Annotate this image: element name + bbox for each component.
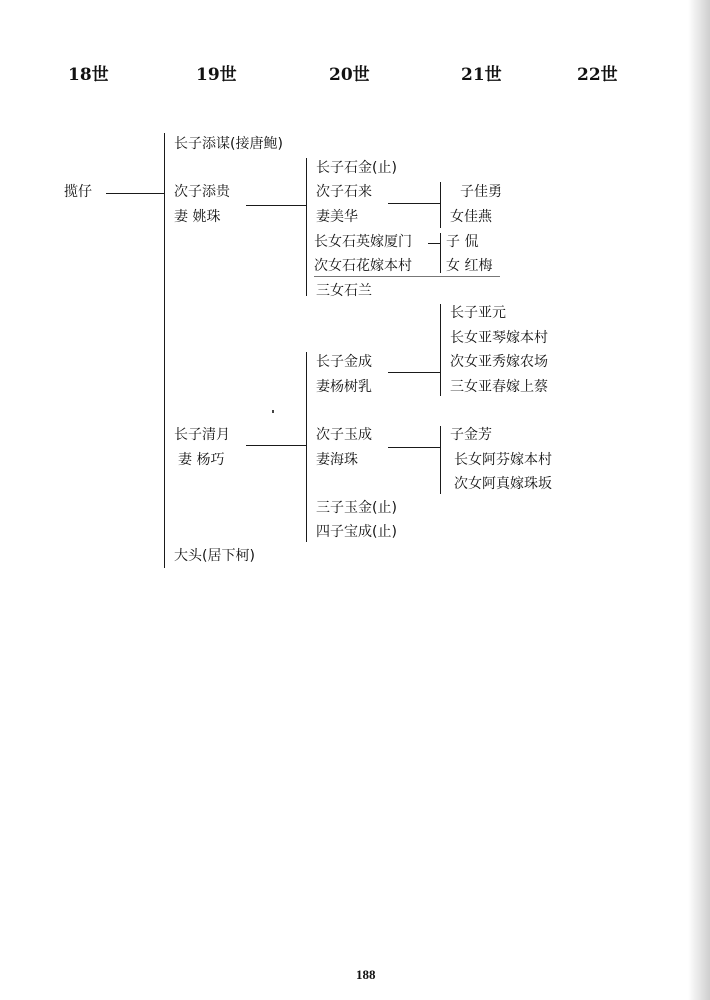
gen21-entry: 长女亚琴嫁本村 bbox=[450, 330, 548, 346]
gen19-bracket bbox=[164, 133, 165, 568]
gen19-entry: 大头(居下柯) bbox=[174, 548, 255, 564]
gen21-bracket bbox=[440, 233, 441, 273]
connector-line bbox=[246, 205, 306, 206]
gen21-bracket bbox=[440, 426, 441, 494]
gen19-entry: 长子添谋(接唐鲍) bbox=[174, 136, 283, 152]
gen21-entry: 女佳燕 bbox=[450, 209, 492, 225]
gen20-bracket bbox=[306, 158, 307, 296]
gen20-entry: 三子玉金(止) bbox=[316, 500, 397, 516]
gen21-entry: 长子亚元 bbox=[450, 305, 506, 321]
connector-line bbox=[106, 193, 164, 194]
connector-line bbox=[246, 445, 306, 446]
gen20-entry: 次子玉成 bbox=[316, 427, 372, 443]
gen20-entry: 妻杨树乳 bbox=[316, 379, 372, 395]
scan-edge-shadow bbox=[688, 0, 710, 1000]
connector-line bbox=[388, 372, 440, 373]
generation-header-18: 18世 bbox=[68, 65, 109, 85]
scan-speck bbox=[272, 410, 274, 413]
connector-line bbox=[388, 203, 440, 204]
gen20-entry: 长子金成 bbox=[316, 354, 372, 370]
gen20-bracket bbox=[306, 352, 307, 542]
gen20-entry: 次女石花嫁本村 bbox=[314, 258, 412, 274]
gen21-entry: 次女阿真嫁珠坂 bbox=[454, 476, 552, 492]
divider-line bbox=[314, 276, 500, 277]
gen20-entry: 次子石来 bbox=[316, 184, 372, 200]
generation-header-20: 20世 bbox=[329, 65, 370, 85]
gen21-entry: 子佳勇 bbox=[460, 184, 502, 200]
gen21-bracket bbox=[440, 304, 441, 396]
gen20-entry: 三女石兰 bbox=[316, 283, 372, 299]
gen20-entry: 四子宝成(止) bbox=[316, 524, 397, 540]
gen20-entry: 长女石英嫁厦门 bbox=[314, 234, 412, 250]
gen21-entry: 长女阿芬嫁本村 bbox=[454, 452, 552, 468]
gen19-entry: 妻 姚珠 bbox=[174, 209, 221, 225]
connector-line bbox=[388, 447, 440, 448]
gen20-entry: 妻美华 bbox=[316, 209, 358, 225]
gen19-entry: 长子清月 bbox=[174, 427, 230, 443]
gen21-entry: 子金芳 bbox=[450, 427, 492, 443]
generation-header-19: 19世 bbox=[196, 65, 237, 85]
ancestor-name: 揽仔 bbox=[64, 184, 92, 200]
gen21-entry: 女 红梅 bbox=[446, 258, 493, 274]
page-number: 188 bbox=[356, 967, 376, 982]
connector-line bbox=[428, 243, 440, 244]
gen20-entry: 妻海珠 bbox=[316, 452, 358, 468]
gen21-entry: 三女亚春嫁上蔡 bbox=[450, 379, 548, 395]
gen19-entry: 次子添贵 bbox=[174, 184, 230, 200]
gen19-entry: 妻 杨巧 bbox=[178, 452, 225, 468]
gen21-bracket bbox=[440, 182, 441, 228]
gen21-entry: 子 侃 bbox=[446, 234, 479, 250]
gen21-entry: 次女亚秀嫁农场 bbox=[450, 354, 548, 370]
generation-header-22: 22世 bbox=[577, 65, 618, 85]
generation-header-21: 21世 bbox=[461, 65, 502, 85]
gen20-entry: 长子石金(止) bbox=[316, 160, 397, 176]
